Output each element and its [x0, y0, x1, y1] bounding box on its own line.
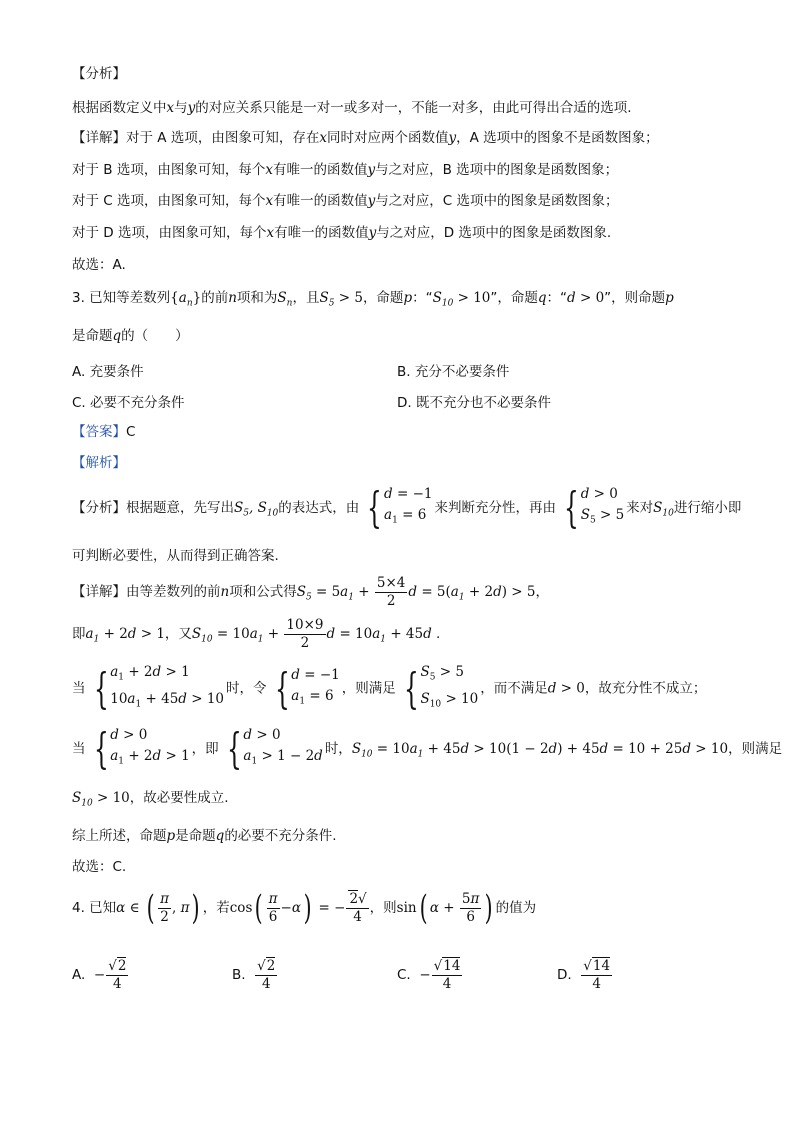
q3-detail-3: 当 { $a_1 + 2d > 1$ $10a_1 + 45d > 10$ 时，令 { d = −1 $a_1 = 6$ ，则满足 { $S_5 > 5$ $S_{10} > 10$ ，而不满足d > 0，故充分性不成立；	[72, 663, 707, 713]
q3-option-c[interactable]: C. 必要不充分条件	[72, 395, 185, 411]
analysis-heading: 【分析】	[72, 66, 126, 82]
q3-analysis: 【分析】根据题意，先写出$S_5$, $S_{10}$的表达式，由 { d = −1 $a_1 = 6$ 来判断充分性，再由 { d > 0 $S_5 > 5$ 来对$S_{10}$进行缩小即	[72, 482, 742, 532]
q3-summary: 综上所述，命题p是命题q的必要不充分条件.	[72, 828, 337, 844]
q3-stem-line2: 是命题q的（ ）	[72, 328, 189, 344]
detail-line-a: 【详解】对于 A 选项，由图象可知，存在x同时对应两个函数值y，A 选项中的图象不是函数图象；	[72, 130, 659, 146]
q3-option-b[interactable]: B. 充分不必要条件	[397, 364, 510, 380]
q3-option-a[interactable]: A. 充要条件	[72, 364, 144, 380]
detail-line-c: 对于 C 选项，由图象可知，每个x有唯一的函数值y与之对应，C 选项中的图象是函数图象；	[72, 193, 619, 209]
choice-p2: 故选：A.	[72, 257, 126, 273]
q4-option-b[interactable]: B. $\frac{√2}{4}$	[232, 957, 276, 992]
q3-detail-2: 即$a_1 + 2d > 1$，又$S_{10} = 10a_1$ + $\frac{10\times 9}{2}$ $d = 10a_1 + 45d$ .	[72, 616, 441, 651]
detail-line-d: 对于 D 选项，由图象可知，每个x有唯一的函数值y与之对应，D 选项中的图象是函数图象.	[72, 225, 612, 241]
q3-explain-tag: 【解析】	[72, 455, 126, 471]
q3-detail-4: 当 { d > 0 $a_1 + 2d > 1$ ，即 { d > 0 $a_1 > 1 - 2d$ 时，$S_{10} = 10a_1 + 45d > 10(1 - 2d) + 45d = 10 + 25d > 10$，则满足	[72, 723, 783, 773]
q4-option-c[interactable]: C. − $\frac{√14}{4}$	[397, 957, 461, 992]
q3-detail-5: $S_{10} > 10$，故必要性成立.	[72, 790, 229, 809]
q3-answer: 【答案】C	[72, 424, 136, 440]
q3-analysis-line2: 可判断必要性，从而得到正确答案.	[72, 548, 279, 564]
q4-stem: 4. 已知α ∈ ( $\frac{\pi}{2}$ , π) ，若cos( $\frac{\pi}{6}$ −α) = − $\frac{2√}{4}$ ，则sin( α + $\frac{5\pi}{6}$ ) 的值为	[72, 888, 537, 928]
detail-line-b: 对于 B 选项，由图象可知，每个x有唯一的函数值y与之对应，B 选项中的图象是函数图象；	[72, 162, 619, 178]
q3-option-d[interactable]: D. 既不充分也不必要条件	[397, 395, 551, 411]
q3-stem: 3. 已知等差数列$\{a_n\}$的前n项和为$S_n$，且$S_5 > 5$，命题p：“$S_{10} > 10$”，命题q：“d > 0”，则命题p	[72, 290, 674, 309]
q4-option-d[interactable]: D. $\frac{√14}{4}$	[557, 957, 611, 992]
q3-choice: 故选：C.	[72, 859, 127, 875]
q4-option-a[interactable]: A. − $\frac{√2}{4}$	[72, 957, 127, 992]
analysis-text: 根据函数定义中x与y的对应关系只能是一对一或多对一，不能一对多，由此可得出合适的选项.	[72, 100, 632, 116]
q3-detail-1: 【详解】由等差数列的前n项和公式得$S_5 = 5a_1$ + $\frac{5\times 4}{2}$ $d = 5(a_1 + 2d) > 5$，	[72, 574, 549, 609]
